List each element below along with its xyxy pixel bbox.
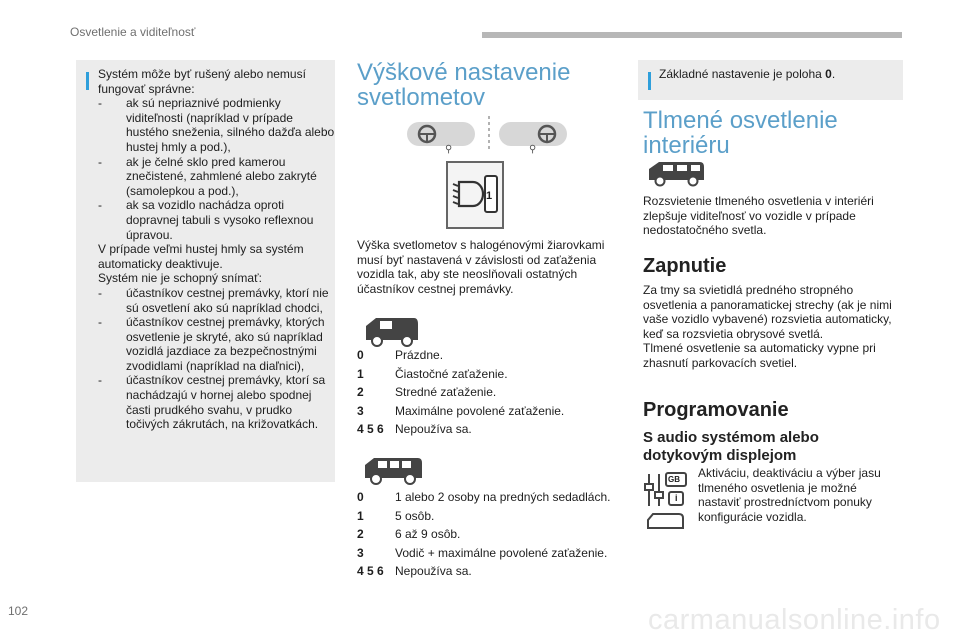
list-item: 1 Čiastočné zaťaženie. [357,366,508,381]
warning-note [76,60,335,482]
footer-watermark: carmanualsonline.info [648,604,941,636]
info-note [638,60,903,100]
header-bar [482,32,902,38]
list-item: 2 Stredné zaťaženie. [357,385,497,399]
note-line: Systém môže byť rušený alebo nemusí [98,67,306,81]
van-side-illustration [646,158,706,188]
interior-light-description: Rozsvietenie tlmeného osvetlenia v interiéri zlepšuje viditeľnosť vo vozidle v prípade nedostatočného svetla. [643,194,874,238]
long-van-illustration [362,454,424,486]
list-item: 3 Vodič + maximálne povolené zaťaženie. [357,545,608,560]
note-item: - ak sa vozidlo nachádza oproti dopravnej tabuli s vysoko reflexnou úpravou. [98,198,314,242]
load-list-2 [357,490,611,583]
svg-text:⚲: ⚲ [445,144,453,155]
list-item: 4 5 6 Nepoužíva sa. [357,422,472,436]
page-number: 102 [8,604,29,618]
note-item: - účastníkov cestnej premávky, ktorí sa nachádzajú v hornej alebo spodnej časti prudkého svahu, v prudko točivých zákrutách, na križovatkách. [98,373,326,432]
section-title: Osvetlenie a viditeľnosť [70,25,196,39]
note-item: - účastníkov cestnej premávky, ktorých osvetlenie je skryté, ako sú napríklad vozidlá jazdiace za bezpečnostnými zvodidlami (napríklad na diaľnici), [98,315,325,373]
list-item: 2 6 až 9 osôb. [357,527,461,541]
settings-menu-icon [643,470,689,532]
switch-position-label: 1 [486,190,493,202]
note-item: - ak sú nepriaznivé podmienky viditeľnosti (napríklad v prípade hustého sneženia, silného dažďa alebo hustej hmly a pod.), [98,96,335,154]
note-item: - účastníkov cestnej premávky, ktorí nie sú osvetlení ako sú napríklad chodci, [98,285,329,315]
gb-label: GB [668,475,680,484]
load-list-1 [357,348,564,441]
note-text [98,67,336,432]
note-text: Základné nastavenie je poloha 0. [659,67,836,81]
note-marker [86,72,89,90]
note-item: - ak je čelné sklo pred kamerou znečistené, zahmlené alebo zakryté (samolepkou a pod.), [98,154,317,198]
zapnutie-text: Za tmy sa svietidlá predného stropného osvetlenia a panoramatickej strechy (ak je nimi vaše vozidlo vybavené) rozsvietia automaticky, keď sa rozsvietia obrysové svetlá. Tlmené osvetlenie sa automaticky vypne pri zhasnutí parkovacích svetiel. [643,283,892,370]
headlamp-adjust-title: Výškové nastavenie svetlometov [357,59,571,111]
programming-text: Aktiváciu, deaktiváciu a výber jasu tlmeného osvetlenia je možné nastaviť prostredníctvom ponuky konfigurácie vozidla. [698,466,881,524]
list-item: 4 5 6 Nepoužíva sa. [357,564,472,578]
interior-light-title: Tlmené osvetlenie interiéru [643,107,838,159]
list-item: 0 Prázdne. [357,348,444,362]
van-load-illustration [362,314,422,348]
note-line: automaticky deaktivuje. [98,256,223,271]
zapnutie-heading: Zapnutie [643,255,727,277]
note-line: V prípade veľmi hustej hmly sa systém [98,242,304,257]
headlamp-description: Výška svetlometov s halogénovými žiarovkami musí byť nastavená v závislosti od zaťaženia vozidla tak, aby ste neoslňovali ostatných účastníkov cestnej premávky. [357,238,605,296]
headlamp-beam-illustration [405,112,575,232]
svg-text:⚲: ⚲ [529,144,537,155]
audio-system-subheading: S audio systémom alebo dotykovým displejom [643,429,819,464]
note-marker [648,72,651,90]
programovanie-heading: Programovanie [643,399,789,421]
note-line: Systém nie je schopný snímať: [98,271,262,286]
list-item: 1 5 osôb. [357,508,435,523]
i-label: i [675,493,678,503]
list-item: 0 1 alebo 2 osoby na predných sedadlách. [357,490,611,504]
note-line: fungovať správne: [98,81,195,96]
list-item: 3 Maximálne povolené zaťaženie. [357,403,565,418]
